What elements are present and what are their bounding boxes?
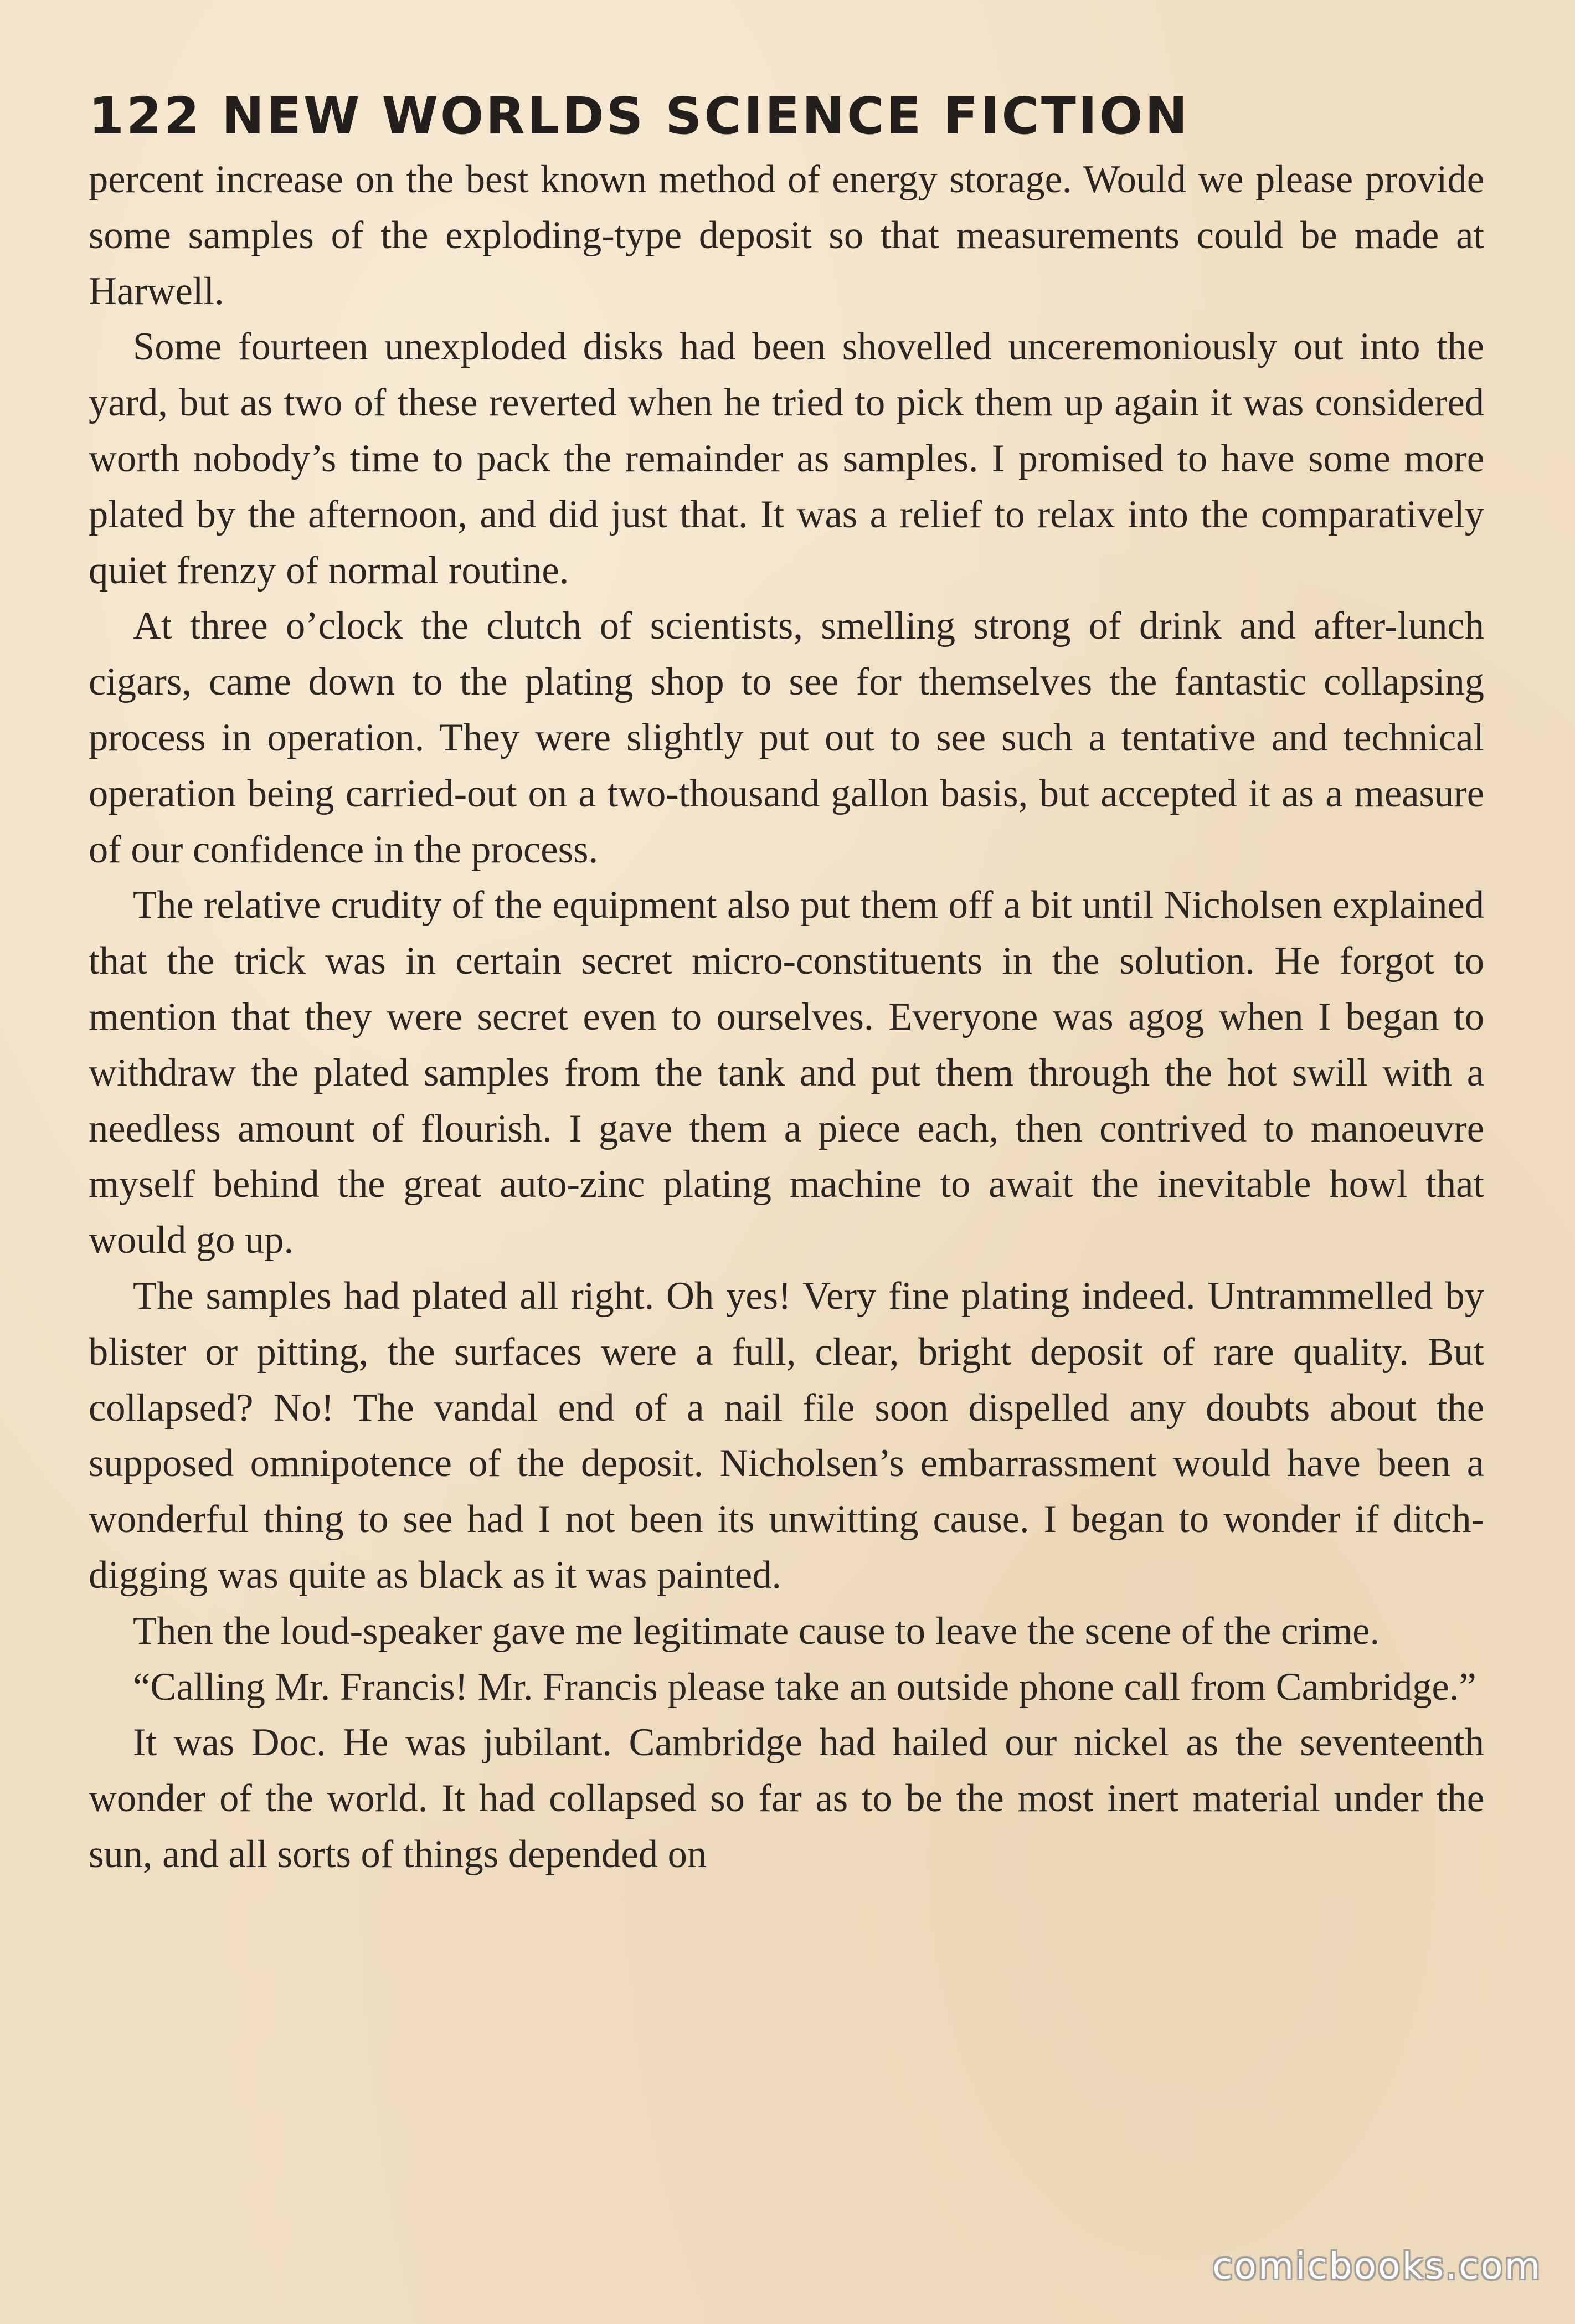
paragraph-4: The relative crudity of the equipment also put them off a bit until Nicholsen explained that the trick was in certain secret micro-constituents in the solution. He forgot to mention that they were secret even to ourselves. Everyone was agog when I began to withdraw the plated samples from the tank and put them through the hot swill with a needless amount of flourish. I gave them a piece each, then contrived to manoeuvre myself behind the great auto-zinc plating machine to await the inevitable howl that would go up. <box>89 883 1484 1262</box>
paragraph-7: “Calling Mr. Francis! Mr. Francis please take an outside phone call from Cambridge.” <box>133 1665 1476 1709</box>
paragraph-2: Some fourteen unexploded disks had been shovelled unceremoniously out into the yard, but as two of these reverted when he tried to pick them up again it was considered worth nobody’s time to pack the remainder as samples. I promised to have some more plated by the afternoon, and did just that. It was a relief to relax into the comparatively quiet frenzy of normal routine. <box>89 325 1484 592</box>
paragraph-5: The samples had plated all right. Oh yes! Very fine plating indeed. Untrammelled by blister or pitting, the surfaces were a full, clear, bright deposit of rare quality. But collapsed? No! The vandal end of a nail file soon dispelled any doubts about the supposed omnipotence of the deposit. Nicholsen’s embarrassment would have been a wonderful thing to see had I not been its unwitting cause. I began to wonder if ditch-digging was quite as black as it was painted. <box>89 1274 1484 1597</box>
watermark: comicbooks.com <box>1212 2245 1542 2287</box>
paragraph-1: percent increase on the best known method of energy storage. Would we please provide some samples of the exploding-type deposit so that measurements could be made at Harwell. <box>89 158 1484 313</box>
paragraph-6: Then the loud-speaker gave me legitimate cause to leave the scene of the crime. <box>133 1609 1380 1653</box>
paragraph-8: It was Doc. He was jubilant. Cambridge had hailed our nickel as the seventeenth wonder of the world. It had collapsed so far as to be the most inert material under the sun, and all sorts of things depended on <box>89 1721 1484 1876</box>
page-number: 122 <box>89 86 202 146</box>
paragraph-3: At three o’clock the clutch of scientists, smelling strong of drink and after-lunch cigars, came down to the plating shop to see for themselves the fantastic collapsing process in operation. They were slightly put out to see such a tentative and technical operation being carried-out on a two-thousand gallon basis, but accepted it as a measure of our confidence in the process. <box>89 604 1484 871</box>
publication-title: NEW WORLDS SCIENCE FICTION <box>222 86 1190 146</box>
body-text <box>89 152 1484 1883</box>
running-head <box>89 83 1484 150</box>
book-page <box>89 83 1484 1883</box>
